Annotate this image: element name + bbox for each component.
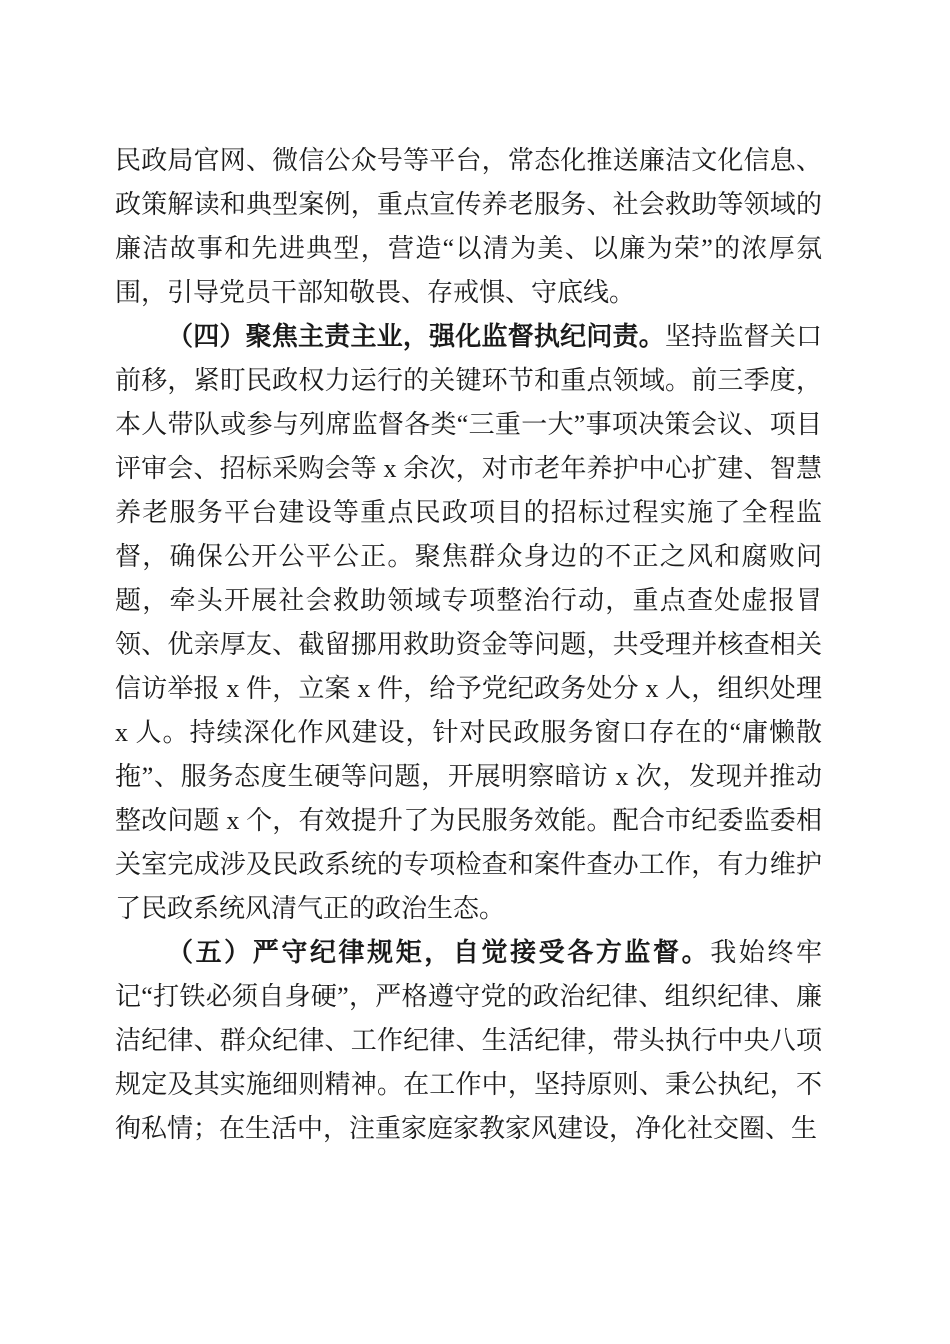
paragraph-text: 民政局官网、微信公众号等平台，常态化推送廉洁文化信息、政策解读和典型案例，重点宣传养老服务、社会救助等领域的廉洁故事和先进典型，营造“以清为美、以廉为荣”的浓厚氛围，引导党员干部知敬畏、存戒惧、守底线。 (115, 146, 822, 307)
paragraph-section-5 (115, 931, 822, 1151)
paragraph-section-4 (115, 315, 822, 931)
section-5-heading: （五）严守纪律规矩，自觉接受各方监督。 (167, 938, 711, 967)
paragraph-continuation (115, 139, 822, 315)
document-text-block (115, 139, 822, 1151)
section-4-heading: （四）聚焦主责主业，强化监督执纪问责。 (167, 322, 665, 351)
paragraph-text: 坚持监督关口前移，紧盯民政权力运行的关键环节和重点领域。前三季度，本人带队或参与列席监督各类“三重一大”事项决策会议、项目评审会、招标采购会等 x 余次，对市老年养护中心扩建、智慧养老服务平台建设等重点民政项目的招标过程实施了全程监督，确保公开公平公正。聚焦群众身边的不正之风和腐败问题，牵头开展社会救助领域专项整治行动，重点查处虚报冒领、优亲厚友、截留挪用救助资金等问题，共受理并核查相关信访举报 x 件，立案 x 件，给予党纪政务处分 x 人，组织处理 x 人。持续深化作风建设，针对民政服务窗口存在的“庸懒散拖”、服务态度生硬等问题，开展明察暗访 x 次，发现并推动整改问题 x 个，有效提升了为民服务效能。配合市纪委监委相关室完成涉及民政系统的专项检查和案件查办工作，有力维护了民政系统风清气正的政治生态。 (115, 322, 822, 923)
paragraph-text: 我始终牢记“打铁必须自身硬”，严格遵守党的政治纪律、组织纪律、廉洁纪律、群众纪律、工作纪律、生活纪律，带头执行中央八项规定及其实施细则精神。在工作中，坚持原则、秉公执纪，不徇私情；在生活中，注重家庭家教家风建设，净化社交圈、生 (115, 938, 822, 1143)
